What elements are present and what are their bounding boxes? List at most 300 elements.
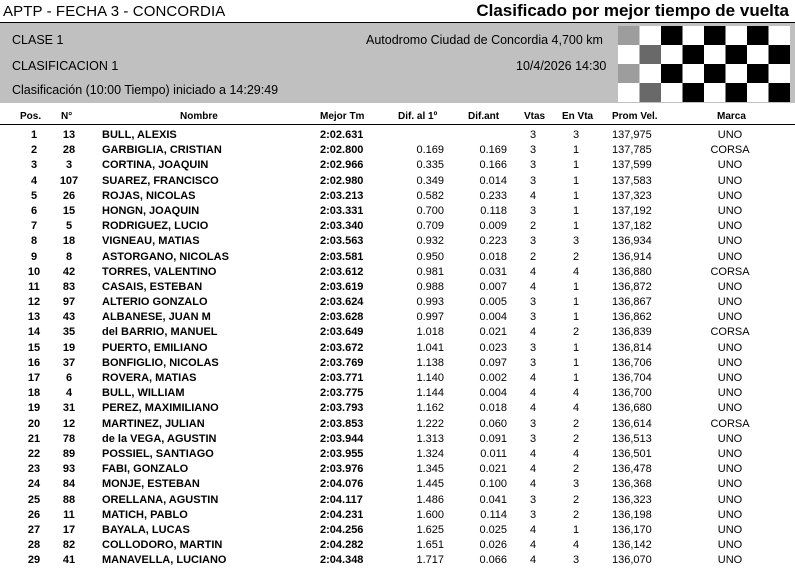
table-row xyxy=(0,477,795,492)
col-header-difant: Dif.ant xyxy=(468,111,500,122)
driver-name-cell: RODRIGUEZ, LUCIO xyxy=(102,220,209,233)
gap-to-previous-cell: 0.233 xyxy=(479,189,507,202)
table-row xyxy=(0,371,795,386)
best-time-cell: 2:02.631 xyxy=(320,129,364,141)
best-time-cell: 2:03.619 xyxy=(320,280,364,293)
laps-cell: 3 xyxy=(529,508,537,521)
brand-cell: UNO xyxy=(717,250,743,263)
table-row xyxy=(0,219,795,234)
flag-square xyxy=(683,83,705,102)
position-cell: 23 xyxy=(27,463,41,476)
flag-square xyxy=(618,45,640,64)
gap-to-first-cell: 0.335 xyxy=(416,159,444,172)
table-header xyxy=(0,110,795,125)
car-number-cell: 26 xyxy=(62,189,76,202)
average-speed-cell: 137,785 xyxy=(612,144,652,157)
gap-to-first-cell: 1.324 xyxy=(416,447,444,460)
brand-cell: UNO xyxy=(717,539,743,552)
brand-cell: UNO xyxy=(717,296,743,309)
driver-name-cell: ROJAS, NICOLAS xyxy=(102,189,196,202)
table-row xyxy=(0,189,795,204)
best-time-cell: 2:03.563 xyxy=(320,235,364,248)
best-time-cell: 2:03.213 xyxy=(320,189,364,202)
col-header-prom: Prom Vel. xyxy=(612,111,658,122)
best-time-cell: 2:04.076 xyxy=(320,478,364,491)
brand-cell: CORSA xyxy=(710,144,750,157)
driver-name-cell: BULL, ALEXIS xyxy=(102,129,177,141)
best-time-cell: 2:02.980 xyxy=(320,174,364,187)
best-time-cell: 2:03.944 xyxy=(320,432,364,445)
position-cell: 25 xyxy=(27,493,41,506)
flag-square xyxy=(704,83,726,102)
gap-to-first-cell: 1.144 xyxy=(416,387,444,400)
car-number-cell: 82 xyxy=(62,539,76,552)
car-number-cell: 6 xyxy=(65,372,73,384)
car-number-cell: 18 xyxy=(62,235,76,248)
flag-square xyxy=(640,64,662,83)
flag-square xyxy=(704,26,726,45)
driver-name-cell: ROVERA, MATIAS xyxy=(102,372,197,384)
session-info: Clasificación (10:00 Tiempo) iniciado a 14:29:49 xyxy=(12,83,279,97)
flag-square xyxy=(704,64,726,83)
gap-to-previous-cell: 0.002 xyxy=(479,372,507,384)
gap-to-previous-cell: 0.091 xyxy=(479,432,507,445)
driver-name-cell: BONFIGLIO, NICOLAS xyxy=(102,356,219,369)
brand-cell: UNO xyxy=(717,523,743,536)
brand-cell: UNO xyxy=(717,189,743,202)
driver-name-cell: FABI, GONZALO xyxy=(102,463,189,476)
gap-to-first-cell: 1.651 xyxy=(416,539,444,552)
laps-cell: 4 xyxy=(529,478,537,491)
col-header-marca: Marca xyxy=(717,111,746,122)
car-number-cell: 15 xyxy=(62,204,76,217)
gap-to-previous-cell: 0.011 xyxy=(480,447,507,460)
driver-name-cell: MANAVELLA, LUCIANO xyxy=(102,554,227,567)
laps-cell: 4 xyxy=(529,402,537,415)
flag-square xyxy=(726,83,748,102)
gap-to-previous-cell: 0.007 xyxy=(479,280,507,293)
gap-to-previous-cell: 0.018 xyxy=(479,250,507,263)
laps-cell: 3 xyxy=(529,341,537,354)
flag-square xyxy=(769,83,791,102)
car-number-cell: 37 xyxy=(62,356,76,369)
average-speed-cell: 136,700 xyxy=(612,387,652,400)
brand-cell: UNO xyxy=(717,129,743,141)
flag-square xyxy=(747,64,769,83)
gap-to-first-cell: 1.717 xyxy=(416,554,444,567)
table-row xyxy=(0,341,795,356)
best-lap-number-cell: 1 xyxy=(572,280,580,293)
class-label: CLASE 1 xyxy=(12,33,64,47)
best-time-cell: 2:03.340 xyxy=(320,220,364,233)
position-cell: 21 xyxy=(27,432,41,445)
car-number-cell: 31 xyxy=(62,402,76,415)
table-row xyxy=(0,295,795,310)
gap-to-first-cell: 1.600 xyxy=(416,508,444,521)
best-time-cell: 2:03.771 xyxy=(320,372,364,384)
driver-name-cell: PUERTO, EMILIANO xyxy=(102,341,208,354)
table-row xyxy=(0,310,795,325)
gap-to-previous-cell: 0.014 xyxy=(479,174,507,187)
car-number-cell: 4 xyxy=(65,387,73,400)
laps-cell: 3 xyxy=(529,493,537,506)
car-number-cell: 89 xyxy=(62,447,76,460)
driver-name-cell: del BARRIO, MANUEL xyxy=(102,326,218,339)
laps-cell: 3 xyxy=(529,311,537,324)
average-speed-cell: 136,070 xyxy=(612,554,652,567)
driver-name-cell: BULL, WILLIAM xyxy=(102,387,185,400)
average-speed-cell: 136,513 xyxy=(612,432,652,445)
gap-to-first-cell: 1.138 xyxy=(416,356,444,369)
position-cell: 5 xyxy=(30,189,38,202)
table-row xyxy=(0,523,795,538)
best-time-cell: 2:03.793 xyxy=(320,402,364,415)
position-cell: 19 xyxy=(27,402,41,415)
position-cell: 22 xyxy=(27,447,41,460)
laps-cell: 2 xyxy=(529,220,537,233)
brand-cell: UNO xyxy=(717,402,743,415)
best-time-cell: 2:03.955 xyxy=(320,447,364,460)
car-number-cell: 17 xyxy=(62,523,76,536)
laps-cell: 4 xyxy=(529,326,537,339)
average-speed-cell: 136,501 xyxy=(612,447,652,460)
brand-cell: UNO xyxy=(717,387,743,400)
driver-name-cell: GARBIGLIA, CRISTIAN xyxy=(102,144,222,157)
position-cell: 11 xyxy=(28,280,40,293)
flag-square xyxy=(704,45,726,64)
table-row xyxy=(0,462,795,477)
brand-cell: CORSA xyxy=(710,326,750,339)
best-time-cell: 2:03.976 xyxy=(320,463,364,476)
position-cell: 20 xyxy=(27,417,41,430)
driver-name-cell: VIGNEAU, MATIAS xyxy=(102,235,200,248)
table-row xyxy=(0,508,795,523)
table-row xyxy=(0,128,795,143)
driver-name-cell: CASAIS, ESTEBAN xyxy=(102,280,203,293)
best-time-cell: 2:03.775 xyxy=(320,387,364,400)
brand-cell: UNO xyxy=(717,432,743,445)
brand-cell: UNO xyxy=(717,372,743,384)
car-number-cell: 83 xyxy=(62,280,76,293)
best-lap-number-cell: 4 xyxy=(572,387,580,400)
table-row xyxy=(0,447,795,462)
best-lap-number-cell: 1 xyxy=(572,189,580,202)
driver-name-cell: SUAREZ, FRANCISCO xyxy=(102,174,219,187)
position-cell: 27 xyxy=(27,523,41,536)
laps-cell: 4 xyxy=(529,265,537,278)
gap-to-previous-cell: 0.097 xyxy=(479,356,507,369)
driver-name-cell: BAYALA, LUCAS xyxy=(102,523,190,536)
col-header-name: Nombre xyxy=(180,111,218,122)
flag-square xyxy=(769,45,791,64)
car-number-cell: 84 xyxy=(62,478,76,491)
table-row xyxy=(0,493,795,508)
col-header-pos: Pos. xyxy=(20,111,42,122)
best-time-cell: 2:03.769 xyxy=(320,356,364,369)
gap-to-first-cell: 0.709 xyxy=(416,220,444,233)
flag-square xyxy=(726,64,748,83)
flag-square xyxy=(640,26,662,45)
position-cell: 13 xyxy=(27,311,41,324)
table-row xyxy=(0,143,795,158)
driver-name-cell: PEREZ, MAXIMILIANO xyxy=(102,402,219,415)
brand-cell: UNO xyxy=(717,493,743,506)
position-cell: 1 xyxy=(30,129,38,141)
driver-name-cell: MATICH, PABLO xyxy=(102,508,188,521)
flag-square xyxy=(618,26,640,45)
car-number-cell: 42 xyxy=(62,265,76,278)
gap-to-first-cell: 0.349 xyxy=(416,174,444,187)
table-row xyxy=(0,250,795,265)
laps-cell: 3 xyxy=(529,174,537,187)
table-row xyxy=(0,158,795,173)
brand-cell: CORSA xyxy=(710,417,750,430)
laps-cell: 3 xyxy=(529,235,537,248)
car-number-cell: 107 xyxy=(59,174,79,187)
driver-name-cell: COLLODORO, MARTIN xyxy=(102,539,223,552)
average-speed-cell: 136,704 xyxy=(612,372,652,384)
car-number-cell: 93 xyxy=(62,463,76,476)
gap-to-first-cell: 1.313 xyxy=(416,432,444,445)
gap-to-previous-cell: 0.004 xyxy=(479,387,507,400)
brand-cell: UNO xyxy=(717,341,743,354)
average-speed-cell: 137,975 xyxy=(612,129,652,141)
gap-to-previous-cell: 0.169 xyxy=(479,144,507,157)
best-time-cell: 2:03.612 xyxy=(320,265,364,278)
laps-cell: 3 xyxy=(529,417,537,430)
col-header-best: Mejor Tm xyxy=(320,111,365,122)
gap-to-previous-cell: 0.041 xyxy=(479,493,507,506)
position-cell: 14 xyxy=(27,326,41,339)
gap-to-first-cell: 0.932 xyxy=(416,235,444,248)
position-cell: 12 xyxy=(27,296,41,309)
brand-cell: UNO xyxy=(717,220,743,233)
gap-to-first-cell: 1.041 xyxy=(416,341,444,354)
driver-name-cell: CORTINA, JOAQUIN xyxy=(102,159,209,172)
gap-to-first-cell: 0.988 xyxy=(416,280,444,293)
brand-cell: UNO xyxy=(717,174,743,187)
average-speed-cell: 136,198 xyxy=(612,508,652,521)
driver-name-cell: POSSIEL, SANTIAGO xyxy=(102,447,214,460)
car-number-cell: 88 xyxy=(62,493,76,506)
gap-to-previous-cell: 0.018 xyxy=(479,402,507,415)
best-lap-number-cell: 2 xyxy=(572,493,580,506)
gap-to-previous-cell: 0.118 xyxy=(480,204,507,217)
average-speed-cell: 136,170 xyxy=(612,523,652,536)
best-time-cell: 2:03.853 xyxy=(320,417,364,430)
flag-square xyxy=(769,64,791,83)
laps-cell: 4 xyxy=(529,523,537,536)
best-lap-number-cell: 1 xyxy=(572,356,580,369)
gap-to-previous-cell: 0.100 xyxy=(479,478,507,491)
laps-cell: 4 xyxy=(529,280,537,293)
car-number-cell: 11 xyxy=(63,508,75,521)
table-row xyxy=(0,204,795,219)
car-number-cell: 97 xyxy=(62,296,76,309)
laps-cell: 2 xyxy=(529,250,537,263)
best-time-cell: 2:04.231 xyxy=(320,508,364,521)
table-row xyxy=(0,280,795,295)
brand-cell: CORSA xyxy=(710,265,750,278)
position-cell: 4 xyxy=(30,174,38,187)
best-lap-number-cell: 1 xyxy=(572,204,580,217)
best-time-cell: 2:03.628 xyxy=(320,311,364,324)
laps-cell: 4 xyxy=(529,554,537,567)
average-speed-cell: 136,368 xyxy=(612,478,652,491)
position-cell: 28 xyxy=(27,539,41,552)
best-time-cell: 2:02.966 xyxy=(320,159,364,172)
position-cell: 6 xyxy=(30,204,38,217)
position-cell: 26 xyxy=(27,508,41,521)
best-time-cell: 2:03.624 xyxy=(320,296,364,309)
flag-square xyxy=(683,64,705,83)
gap-to-previous-cell: 0.223 xyxy=(479,235,507,248)
average-speed-cell: 137,599 xyxy=(612,159,652,172)
laps-cell: 3 xyxy=(529,356,537,369)
gap-to-first-cell: 0.700 xyxy=(416,204,444,217)
best-lap-number-cell: 2 xyxy=(572,432,580,445)
gap-to-first-cell: 0.950 xyxy=(416,250,444,263)
brand-cell: UNO xyxy=(717,554,743,567)
gap-to-previous-cell: 0.004 xyxy=(479,311,507,324)
average-speed-cell: 136,478 xyxy=(612,463,652,476)
position-cell: 15 xyxy=(27,341,41,354)
classification-label: CLASIFICACION 1 xyxy=(12,59,119,73)
best-time-cell: 2:04.117 xyxy=(320,493,363,506)
position-cell: 8 xyxy=(30,235,38,248)
best-lap-number-cell: 2 xyxy=(572,463,580,476)
best-lap-number-cell: 4 xyxy=(572,539,580,552)
laps-cell: 3 xyxy=(529,296,537,309)
flag-square xyxy=(640,45,662,64)
car-number-cell: 78 xyxy=(62,432,76,445)
brand-cell: UNO xyxy=(717,478,743,491)
gap-to-previous-cell: 0.005 xyxy=(479,296,507,309)
position-cell: 10 xyxy=(27,265,41,278)
gap-to-first-cell: 0.582 xyxy=(416,189,444,202)
car-number-cell: 41 xyxy=(62,554,76,567)
position-cell: 16 xyxy=(27,356,41,369)
col-header-vtas: Vtas xyxy=(524,111,546,122)
driver-name-cell: MONJE, ESTEBAN xyxy=(102,478,200,491)
brand-cell: UNO xyxy=(717,235,743,248)
car-number-cell: 35 xyxy=(62,326,76,339)
position-cell: 29 xyxy=(27,554,41,567)
gap-to-first-cell: 1.222 xyxy=(416,417,444,430)
gap-to-first-cell: 0.993 xyxy=(416,296,444,309)
gap-to-previous-cell: 0.023 xyxy=(479,341,507,354)
position-cell: 2 xyxy=(30,144,38,157)
laps-cell: 4 xyxy=(529,539,537,552)
event-title: APTP - FECHA 3 - CONCORDIA xyxy=(3,3,226,20)
average-speed-cell: 136,814 xyxy=(612,341,652,354)
gap-to-first-cell: 0.169 xyxy=(416,144,444,157)
table-row xyxy=(0,325,795,340)
average-speed-cell: 136,706 xyxy=(612,356,652,369)
col-header-num: N° xyxy=(61,111,73,122)
best-lap-number-cell: 4 xyxy=(572,447,580,460)
brand-cell: UNO xyxy=(717,280,743,293)
gap-to-first-cell: 1.625 xyxy=(416,523,444,536)
gap-to-first-cell: 0.997 xyxy=(416,311,444,324)
flag-square xyxy=(769,26,791,45)
best-lap-number-cell: 1 xyxy=(572,220,580,233)
gap-to-first-cell: 1.345 xyxy=(416,463,444,476)
laps-cell: 3 xyxy=(529,432,537,445)
brand-cell: UNO xyxy=(717,311,743,324)
laps-cell: 3 xyxy=(529,129,537,141)
table-row xyxy=(0,265,795,280)
position-cell: 24 xyxy=(27,478,41,491)
driver-name-cell: MARTINEZ, JULIAN xyxy=(102,417,205,430)
average-speed-cell: 137,192 xyxy=(612,204,652,217)
table-row xyxy=(0,356,795,371)
flag-square xyxy=(661,64,683,83)
best-lap-number-cell: 2 xyxy=(572,417,580,430)
car-number-cell: 43 xyxy=(62,311,76,324)
average-speed-cell: 136,914 xyxy=(612,250,652,263)
best-lap-number-cell: 1 xyxy=(572,144,580,157)
best-time-cell: 2:03.672 xyxy=(320,341,364,354)
best-time-cell: 2:04.348 xyxy=(320,554,364,567)
best-time-cell: 2:04.256 xyxy=(320,523,364,536)
gap-to-first-cell: 1.445 xyxy=(416,478,444,491)
average-speed-cell: 137,182 xyxy=(612,220,652,233)
gap-to-first-cell: 1.140 xyxy=(416,372,444,384)
brand-cell: UNO xyxy=(717,508,743,521)
driver-name-cell: TORRES, VALENTINO xyxy=(102,265,217,278)
average-speed-cell: 136,680 xyxy=(612,402,652,415)
gap-to-previous-cell: 0.060 xyxy=(479,417,507,430)
gap-to-first-cell: 1.162 xyxy=(416,402,444,415)
table-row xyxy=(0,417,795,432)
driver-name-cell: HONGN, JOAQUIN xyxy=(102,204,200,217)
laps-cell: 4 xyxy=(529,463,537,476)
best-time-cell: 2:03.649 xyxy=(320,326,364,339)
car-number-cell: 12 xyxy=(62,417,76,430)
laps-cell: 3 xyxy=(529,159,537,172)
best-time-cell: 2:03.581 xyxy=(320,250,364,263)
gap-to-previous-cell: 0.066 xyxy=(479,554,507,567)
table-row xyxy=(0,386,795,401)
circuit-name: Autodromo Ciudad de Concordia 4,700 km xyxy=(366,33,603,47)
gap-to-first-cell: 1.486 xyxy=(416,493,444,506)
best-lap-number-cell: 4 xyxy=(572,265,580,278)
car-number-cell: 5 xyxy=(65,220,73,233)
best-lap-number-cell: 1 xyxy=(572,174,580,187)
driver-name-cell: ORELLANA, AGUSTIN xyxy=(102,493,219,506)
date-time: 10/4/2026 14:30 xyxy=(516,59,607,73)
best-lap-number-cell: 2 xyxy=(572,508,580,521)
driver-name-cell: ASTORGANO, NICOLAS xyxy=(102,250,229,263)
table-row xyxy=(0,538,795,553)
driver-name-cell: ALBANESE, JUAN M xyxy=(102,311,211,324)
title-bar xyxy=(0,0,795,23)
average-speed-cell: 136,614 xyxy=(612,417,652,430)
laps-cell: 3 xyxy=(529,144,537,157)
flag-square xyxy=(661,26,683,45)
best-lap-number-cell: 1 xyxy=(572,341,580,354)
col-header-dif1: Dif. al 1º xyxy=(398,111,438,122)
car-number-cell: 13 xyxy=(62,129,76,141)
best-time-cell: 2:02.800 xyxy=(320,144,364,157)
table-row xyxy=(0,553,795,568)
best-lap-number-cell: 1 xyxy=(572,159,580,172)
gap-to-previous-cell: 0.166 xyxy=(479,159,507,172)
average-speed-cell: 136,839 xyxy=(612,326,652,339)
brand-cell: UNO xyxy=(717,159,743,172)
best-time-cell: 2:04.282 xyxy=(320,539,364,552)
